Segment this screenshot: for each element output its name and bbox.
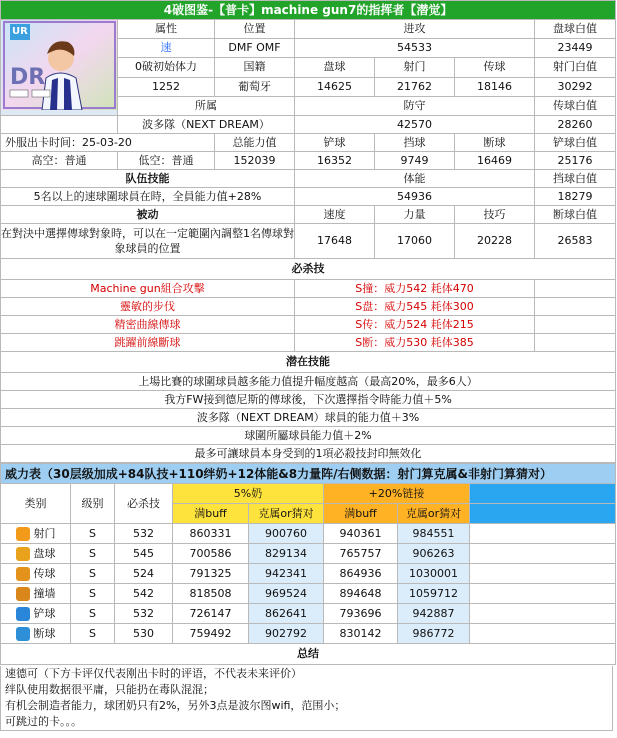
power-row xyxy=(1,544,616,564)
pass-white-value: 28260 xyxy=(535,116,616,134)
potential-item-1: 上場比賽的球圍球員越多能力值提升幅度越高（最高20%，最多6人） xyxy=(1,373,616,391)
low-air: 低空：普通 xyxy=(118,152,215,170)
wall-icon xyxy=(16,587,30,601)
power-special: 524 xyxy=(115,564,173,584)
body-value: 54936 xyxy=(295,188,535,206)
power-counter-link: 984551 xyxy=(398,524,470,544)
body-label: 体能 xyxy=(295,170,535,188)
passive-label: 被动 xyxy=(1,206,295,224)
speed-value: 17648 xyxy=(295,224,375,259)
shoot-white-label: 射门白值 xyxy=(535,58,616,77)
dribble-value: 14625 xyxy=(295,77,375,96)
special-stat-2: S盘：威力545 耗体300 xyxy=(295,298,535,316)
power-level: S xyxy=(71,624,115,644)
attack-value: 54533 xyxy=(295,39,535,58)
power-type: 射门 xyxy=(1,524,71,544)
power-table-header: 威力表（30层级加成+84队技+110绊奶+12体能&8力量阵/右侧数据：射门算克属&非射门算猜对） xyxy=(1,464,616,484)
group-link: +20%链接 xyxy=(324,484,470,504)
power-type: 撞墙 xyxy=(1,584,71,604)
team-skill-text: 5名以上的速球圍球員在時，全員能力值+28% xyxy=(1,188,295,206)
power-counter-milk: 900760 xyxy=(249,524,324,544)
page-title: 4破图鉴-【普卡】machine gun7的指挥者【潜觉】 xyxy=(1,1,616,20)
stamina-label: 0破初始体力 xyxy=(118,58,215,77)
block-value: 9749 xyxy=(375,152,455,170)
power-counter-link: 906263 xyxy=(398,544,470,564)
power-counter-milk: 862641 xyxy=(249,604,324,624)
shoot-icon xyxy=(16,527,30,541)
sub-full-buff-1: 满buff xyxy=(173,504,249,524)
power-type: 传球 xyxy=(1,564,71,584)
power-full-buff-link: 765757 xyxy=(324,544,398,564)
defense-label: 防守 xyxy=(295,96,535,115)
power-full-buff-milk: 759492 xyxy=(173,624,249,644)
attr-value: 速 xyxy=(118,39,215,58)
dribble-white-value: 23449 xyxy=(535,39,616,58)
col-special: 必杀技 xyxy=(115,484,173,524)
block-label: 挡球 xyxy=(375,134,455,152)
power-row xyxy=(1,524,616,544)
power-special: 532 xyxy=(115,524,173,544)
power-level: S xyxy=(71,564,115,584)
summary-line-4: 可跳过的卡。。。 xyxy=(5,715,82,728)
defense-value: 42570 xyxy=(295,116,535,134)
power-counter-milk: 902792 xyxy=(249,624,324,644)
svg-text:DR: DR xyxy=(9,65,45,90)
special-stat-3: S传：威力524 耗体215 xyxy=(295,316,535,334)
team-label: 所属 xyxy=(118,96,295,115)
sub-counter-1: 克属or猜对 xyxy=(249,504,324,524)
summary-line-1: 速德可（下方卡评仅代表刚出卡时的评语，不代表未来评价） xyxy=(5,667,302,680)
power-full-buff-link: 830142 xyxy=(324,624,398,644)
power-counter-link: 1059712 xyxy=(398,584,470,604)
sub-counter-2: 克属or猜对 xyxy=(398,504,470,524)
tackle-value: 16352 xyxy=(295,152,375,170)
col-level: 级别 xyxy=(71,484,115,524)
power-table xyxy=(0,463,616,665)
power-special: 545 xyxy=(115,544,173,564)
speed-label: 速度 xyxy=(295,206,375,224)
power-label: 力量 xyxy=(375,206,455,224)
power-type: 铲球 xyxy=(1,604,71,624)
power-full-buff-link: 864936 xyxy=(324,564,398,584)
special-name-1: Machine gun組合攻擊 xyxy=(1,280,295,298)
intercept-value: 16469 xyxy=(455,152,535,170)
team-skill-label: 队伍技能 xyxy=(1,170,295,188)
total-value: 152039 xyxy=(215,152,295,170)
pass-value: 18146 xyxy=(455,77,535,96)
tackle-icon xyxy=(16,607,30,621)
power-full-buff-link: 793696 xyxy=(324,604,398,624)
pos-label: 位置 xyxy=(215,20,295,39)
power-full-buff-milk: 818508 xyxy=(173,584,249,604)
power-type: 断球 xyxy=(1,624,71,644)
power-value: 17060 xyxy=(375,224,455,259)
power-level: S xyxy=(71,544,115,564)
special-stat-4: S断：威力530 耗体385 xyxy=(295,334,535,352)
potential-item-4: 球圍所屬球員能力值＋2% xyxy=(1,427,616,445)
intercept-label: 断球 xyxy=(455,134,535,152)
power-special: 532 xyxy=(115,604,173,624)
blue-header-cell xyxy=(470,484,616,504)
shoot-label: 射门 xyxy=(375,58,455,77)
block-white-label: 挡球白值 xyxy=(535,170,616,188)
shoot-value: 21762 xyxy=(375,77,455,96)
power-special: 530 xyxy=(115,624,173,644)
rarity-badge: UR xyxy=(10,24,30,40)
attr-label: 属性 xyxy=(118,20,215,39)
stamina-value: 1252 xyxy=(118,77,215,96)
power-special: 542 xyxy=(115,584,173,604)
power-full-buff-link: 940361 xyxy=(324,524,398,544)
power-counter-milk: 942341 xyxy=(249,564,324,584)
special-name-2: 靈敏的步伐 xyxy=(1,298,295,316)
dribble-label: 盘球 xyxy=(295,58,375,77)
power-level: S xyxy=(71,524,115,544)
special-name-4: 跳躍前線斷球 xyxy=(1,334,295,352)
power-level: S xyxy=(71,604,115,624)
dribble-icon xyxy=(16,547,30,561)
dribble-white-label: 盘球白值 xyxy=(535,20,616,39)
potential-item-3: 波多隊（NEXT DREAM）球員的能力值＋3% xyxy=(1,409,616,427)
power-counter-milk: 969524 xyxy=(249,584,324,604)
specials-header: 必杀技 xyxy=(1,259,616,280)
summary-line-2: 绊队使用数据很平庸，只能扔在毒队混混； xyxy=(5,683,214,696)
group-milk: 5%奶 xyxy=(173,484,324,504)
release-label: 外服出卡时间： xyxy=(5,135,82,149)
potential-item-5: 最多可讓球員本身受到的1項必殺技封印無效化 xyxy=(1,445,616,463)
card-portrait xyxy=(1,20,118,116)
block-white-value: 18279 xyxy=(535,188,616,206)
tackle-white-label: 铲球白值 xyxy=(535,134,616,152)
technique-value: 20228 xyxy=(455,224,535,259)
power-row xyxy=(1,584,616,604)
col-type: 类别 xyxy=(1,484,71,524)
pass-icon xyxy=(16,567,30,581)
intercept-white-value: 26583 xyxy=(535,224,616,259)
power-counter-link: 942887 xyxy=(398,604,470,624)
power-counter-milk: 829134 xyxy=(249,544,324,564)
potential-header: 潜在技能 xyxy=(1,352,616,373)
pass-white-label: 传球白值 xyxy=(535,96,616,115)
power-counter-link: 1030001 xyxy=(398,564,470,584)
power-full-buff-milk: 726147 xyxy=(173,604,249,624)
release-row xyxy=(1,134,215,152)
high-air: 高空：普通 xyxy=(1,152,118,170)
pos-value: DMF OMF xyxy=(215,39,295,58)
power-counter-link: 986772 xyxy=(398,624,470,644)
intercept-icon xyxy=(16,627,30,641)
total-label: 总能力值 xyxy=(215,134,295,152)
nation-value: 葡萄牙 xyxy=(215,77,295,96)
summary-line-3: 有机会制造者能力，球团奶只有2%，另外3点是波尔图wifi，范围小； xyxy=(5,699,346,712)
power-row xyxy=(1,604,616,624)
power-level: S xyxy=(71,584,115,604)
potential-item-2: 我方FW接到德尼斯的傳球後，下次選擇指令時能力值＋5% xyxy=(1,391,616,409)
power-row xyxy=(1,624,616,644)
team-value: 波多隊（NEXT DREAM） xyxy=(118,116,295,134)
attack-label: 进攻 xyxy=(295,20,535,39)
power-full-buff-milk: 791325 xyxy=(173,564,249,584)
power-full-buff-link: 894648 xyxy=(324,584,398,604)
power-full-buff-milk: 700586 xyxy=(173,544,249,564)
power-type: 盘球 xyxy=(1,544,71,564)
special-stat-1: S撞：威力542 耗体470 xyxy=(295,280,535,298)
power-row xyxy=(1,564,616,584)
tackle-white-value: 25176 xyxy=(535,152,616,170)
intercept-white-label: 断球白值 xyxy=(535,206,616,224)
sub-full-buff-2: 满buff xyxy=(324,504,398,524)
nation-label: 国籍 xyxy=(215,58,295,77)
passive-text: 在對決中選擇傳球對象時，可以在一定範圍內調整1名傳球對象球員的位置 xyxy=(1,224,295,259)
tackle-label: 铲球 xyxy=(295,134,375,152)
power-full-buff-milk: 860331 xyxy=(173,524,249,544)
release-value: 25-03-20 xyxy=(82,135,132,149)
pass-label: 传球 xyxy=(455,58,535,77)
technique-label: 技巧 xyxy=(455,206,535,224)
summary-text xyxy=(0,666,613,731)
special-name-3: 精密曲線傳球 xyxy=(1,316,295,334)
summary-header: 总结 xyxy=(1,644,616,665)
shoot-white-value: 30292 xyxy=(535,77,616,96)
